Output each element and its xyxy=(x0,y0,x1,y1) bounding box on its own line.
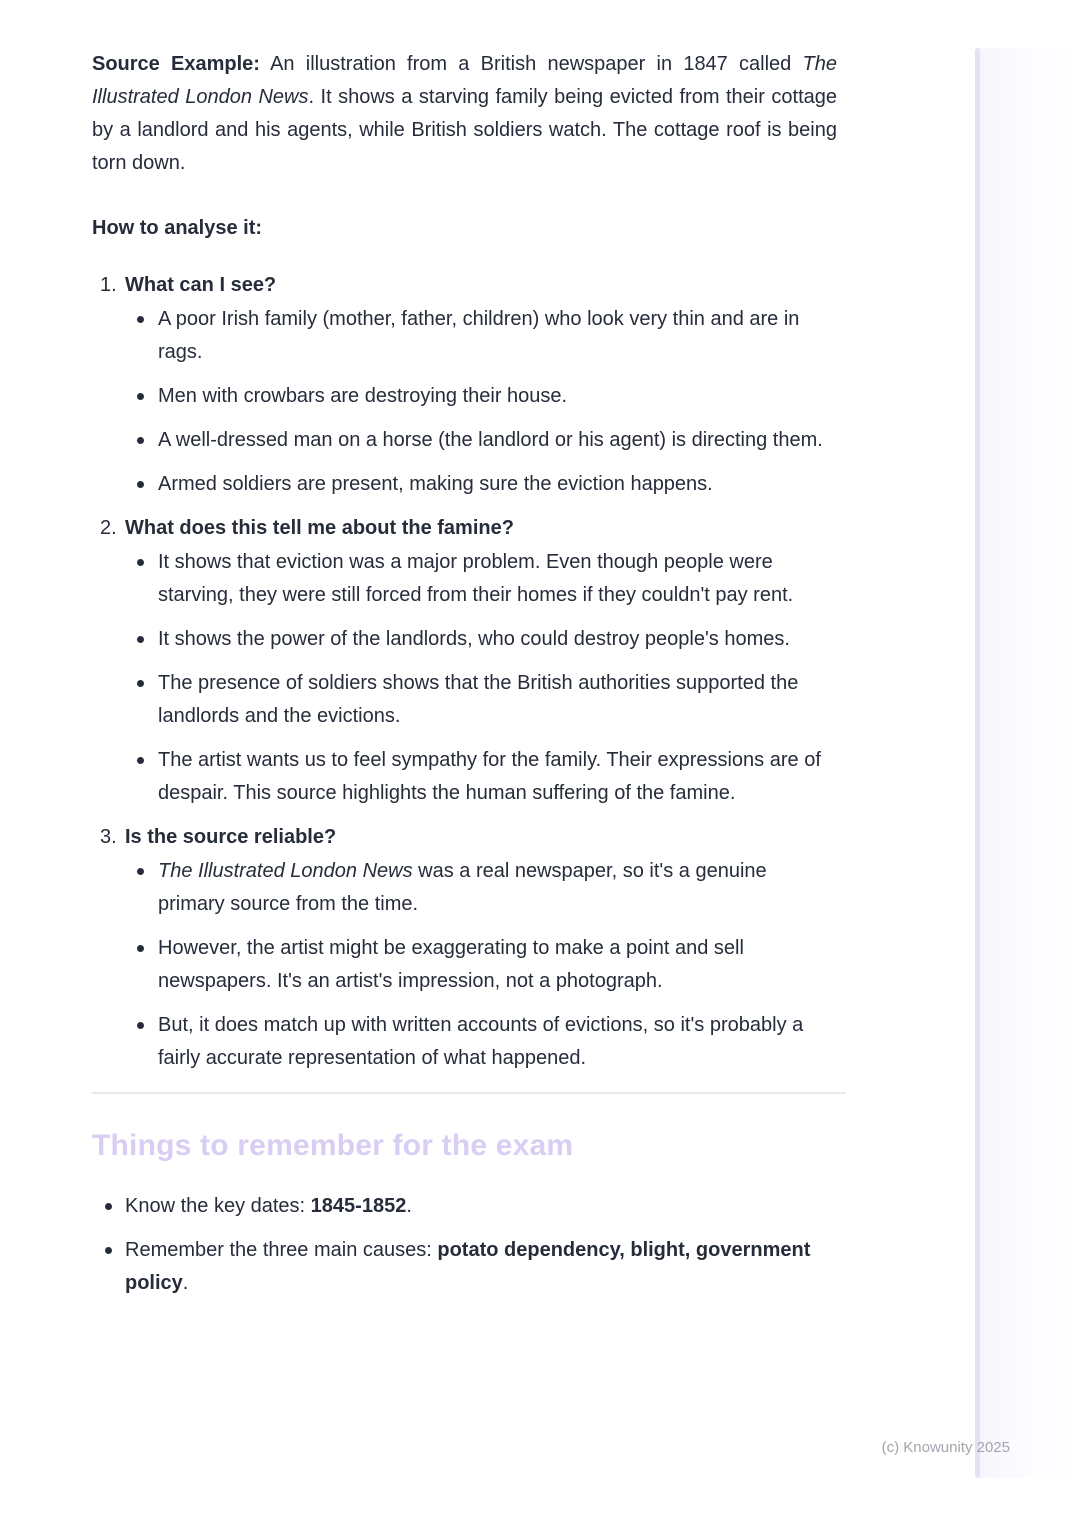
list-item xyxy=(125,1190,837,1223)
answer-text xyxy=(158,628,790,650)
text-run: Armed soldiers are present, making sure the eviction happens. xyxy=(158,473,713,495)
bullet-icon xyxy=(137,437,144,444)
bullet-icon xyxy=(137,757,144,764)
italic-text: The Illustrated London News xyxy=(92,53,837,108)
question-title: Is the source reliable? xyxy=(125,826,337,848)
list-item xyxy=(158,1009,837,1075)
text-run: . xyxy=(182,1272,189,1294)
copyright-watermark: (c) Knowunity 2025 xyxy=(881,1439,1010,1456)
answer-list xyxy=(92,546,837,810)
bullet-icon xyxy=(137,393,144,400)
list-item xyxy=(158,623,837,656)
text-run: It shows that eviction was a major problem. Even though people were starving, they were still forced from their homes if they couldn't pay rent. xyxy=(158,551,794,606)
answer-list xyxy=(92,303,837,501)
text-run: Know the key dates: xyxy=(125,1195,311,1217)
bullet-icon xyxy=(137,481,144,488)
scrollbar-thumb[interactable] xyxy=(975,48,980,1478)
text-run: However, the artist might be exaggerating to make a point and sell newspapers. It's an artist's impression, not a photograph. xyxy=(158,937,744,992)
question-item xyxy=(92,512,837,810)
question-title: What does this tell me about the famine? xyxy=(125,517,514,539)
tip-text xyxy=(125,1195,412,1217)
answer-text xyxy=(158,1014,803,1069)
bullet-icon xyxy=(137,636,144,643)
answer-text xyxy=(158,937,744,992)
text-run: An illustration from a British newspaper in 1847 called xyxy=(259,53,803,75)
question-heading xyxy=(92,512,837,545)
bold-text: 1845-1852 xyxy=(310,1195,407,1217)
question-heading xyxy=(92,821,837,854)
list-item xyxy=(158,667,837,733)
answer-text xyxy=(158,860,767,915)
tip-text xyxy=(125,1239,810,1294)
text-run: A well-dressed man on a horse (the landlord or his agent) is directing them. xyxy=(158,429,823,451)
italic-text: The Illustrated London News xyxy=(158,860,413,882)
question-number: 1. xyxy=(100,274,117,296)
bold-text: Source Example: xyxy=(92,53,260,75)
list-item xyxy=(158,932,837,998)
text-run: It shows the power of the landlords, who could destroy people's homes. xyxy=(158,628,790,650)
bold-text: potato dependency, blight, government policy xyxy=(125,1239,811,1294)
bullet-icon xyxy=(137,1022,144,1029)
text-run: Remember the three main causes: xyxy=(125,1239,438,1261)
page-edge-shadow xyxy=(980,48,1080,1478)
bullet-icon xyxy=(105,1247,112,1254)
question-item xyxy=(92,821,837,1075)
list-item xyxy=(158,424,837,457)
text-run: Men with crowbars are destroying their house. xyxy=(158,385,568,407)
section-divider xyxy=(92,1092,846,1094)
answer-text xyxy=(158,308,799,363)
bullet-icon xyxy=(137,868,144,875)
bullet-icon xyxy=(137,316,144,323)
list-item xyxy=(158,303,837,369)
exam-tips-list xyxy=(92,1190,837,1300)
source-example-paragraph xyxy=(92,48,837,180)
answer-text xyxy=(158,672,798,727)
answer-text xyxy=(158,749,821,804)
bullet-icon xyxy=(137,559,144,566)
document-page xyxy=(92,48,837,1311)
question-item xyxy=(92,269,837,501)
text-run: was a real newspaper, so it's a genuine primary source from the time. xyxy=(158,860,767,915)
text-run: A poor Irish family (mother, father, children) who look very thin and are in rags. xyxy=(158,308,800,363)
question-heading xyxy=(92,269,837,302)
how-to-analyse-heading: How to analyse it: xyxy=(92,217,263,239)
question-title: What can I see? xyxy=(125,274,277,296)
bullet-icon xyxy=(105,1203,112,1210)
list-item xyxy=(158,468,837,501)
text-run: The presence of soldiers shows that the British authorities supported the landlords and the evictions. xyxy=(158,672,799,727)
answer-list xyxy=(92,855,837,1075)
text-run: . It shows a starving family being evicted from their cottage by a landlord and his agents, while British soldiers watch. The cottage roof is being torn down. xyxy=(92,86,837,174)
answer-text xyxy=(158,473,713,495)
list-item xyxy=(158,855,837,921)
list-item xyxy=(158,380,837,413)
analysis-question-list xyxy=(92,269,837,1075)
text-run: But, it does match up with written accounts of evictions, so it's probably a fairly accurate representation of what happened. xyxy=(158,1014,804,1069)
bullet-icon xyxy=(137,945,144,952)
text-run: . xyxy=(406,1195,412,1217)
text-run: The artist wants us to feel sympathy for the family. Their expressions are of despair. This source highlights the human suffering of the famine. xyxy=(158,749,821,804)
answer-text xyxy=(158,385,567,407)
answer-text xyxy=(158,551,793,606)
question-number: 2. xyxy=(100,517,117,539)
question-number: 3. xyxy=(100,826,117,848)
exam-section-heading: Things to remember for the exam xyxy=(92,1129,574,1162)
list-item xyxy=(158,744,837,810)
list-item xyxy=(125,1234,837,1300)
list-item xyxy=(158,546,837,612)
bullet-icon xyxy=(137,680,144,687)
answer-text xyxy=(158,429,823,451)
